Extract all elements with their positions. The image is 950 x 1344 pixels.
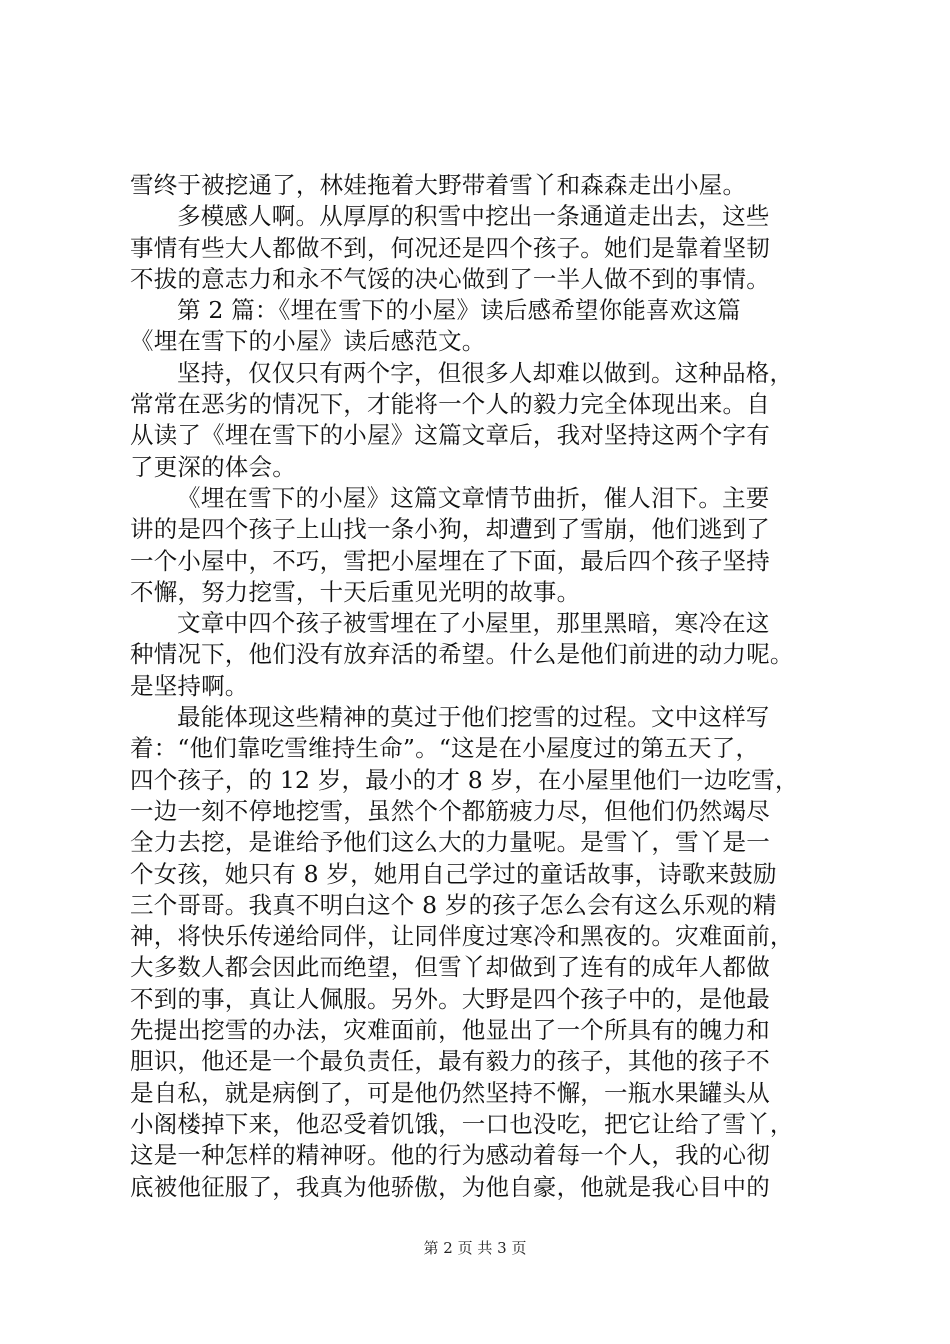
text-line: 最能体现这些精神的莫过于他们挖雪的过程。文中这样写 <box>177 703 770 732</box>
text-line: 着：“他们靠吃雪维持生命”。“这是在小屋度过的第五天了， <box>130 734 760 763</box>
text-line: 事情有些大人都做不到，何况还是四个孩子。她们是靠着坚韧 <box>130 233 770 262</box>
text-line: 是坚持啊。 <box>130 671 249 700</box>
text-line: 《埋在雪下的小屋》这篇文章情节曲折，催人泪下。主要 <box>177 483 770 512</box>
text-line: 个女孩，她只有 8 岁，她用自己学过的童话故事，诗歌来鼓励 <box>130 859 777 888</box>
text-line: 胆识，他还是一个最负责任，最有毅力的孩子，其他的孩子不 <box>130 1047 770 1076</box>
text-line: 不到的事，真让人佩服。另外。大野是四个孩子中的，是他最 <box>130 984 770 1013</box>
text-line: 这是一种怎样的精神呀。他的行为感动着每一个人，我的心彻 <box>130 1141 770 1170</box>
text-line: 多模感人啊。从厚厚的积雪中挖出一条通道走出去，这些 <box>177 202 770 231</box>
text-line: 不拔的意志力和永不气馁的决心做到了一半人做不到的事情。 <box>130 264 770 293</box>
text-line: 种情况下，他们没有放弃活的希望。什么是他们前进的动力呢。 <box>130 640 794 669</box>
text-line: 神，将快乐传递给同伴，让同伴度过寒冷和黑夜的。灾难面前， <box>130 922 794 951</box>
text-line: 先提出挖雪的办法，灾难面前，他显出了一个所具有的魄力和 <box>130 1016 770 1045</box>
page-footer: 第 2 页 共 3 页 <box>423 1239 527 1257</box>
text-line: 底被他征服了，我真为他骄傲，为他自豪，他就是我心目中的 <box>130 1172 770 1201</box>
text-line: 四个孩子，的 12 岁，最小的才 8 岁，在小屋里他们一边吃雪， <box>130 765 799 794</box>
text-line: 文章中四个孩子被雪埋在了小屋里，那里黑暗，寒冷在这 <box>177 609 770 638</box>
text-line: 了更深的体会。 <box>130 452 296 481</box>
text-line: 三个哥哥。我真不明白这个 8 岁的孩子怎么会有这么乐观的精 <box>130 890 777 919</box>
text-line: 从读了《埋在雪下的小屋》这篇文章后，我对坚持这两个字有 <box>130 421 770 450</box>
text-line: 全力去挖，是谁给予他们这么大的力量呢。是雪丫，雪丫是一 <box>130 828 770 857</box>
document-body <box>130 170 850 1203</box>
text-line: 一边一刻不停地挖雪，虽然个个都筋疲力尽，但他们仍然竭尽 <box>130 796 770 825</box>
text-line: 第 2 篇：《埋在雪下的小屋》读后感希望你能喜欢这篇 <box>177 296 741 325</box>
text-line: 小阁楼掉下来，他忍受着饥饿，一口也没吃，把它让给了雪丫， <box>130 1109 794 1138</box>
text-line: 大多数人都会因此而绝望，但雪丫却做到了连有的成年人都做 <box>130 953 770 982</box>
text-line: 是自私，就是病倒了，可是他仍然坚持不懈，一瓶水果罐头从 <box>130 1078 770 1107</box>
text-line: 常常在恶劣的情况下，才能将一个人的毅力完全体现出来。自 <box>130 390 770 419</box>
text-line: 坚持，仅仅只有两个字，但很多人却难以做到。这种品格， <box>177 358 794 387</box>
text-line: 雪终于被挖通了，林娃拖着大野带着雪丫和森森走出小屋。 <box>130 171 747 199</box>
text-line: 一个小屋中，不巧，雪把小屋埋在了下面，最后四个孩子坚持 <box>130 546 770 575</box>
text-line: 不懈，努力挖雪，十天后重见光明的故事。 <box>130 577 581 606</box>
text-line: 《埋在雪下的小屋》读后感范文。 <box>130 327 486 356</box>
text-line: 讲的是四个孩子上山找一条小狗，却遭到了雪崩，他们逃到了 <box>130 515 770 544</box>
